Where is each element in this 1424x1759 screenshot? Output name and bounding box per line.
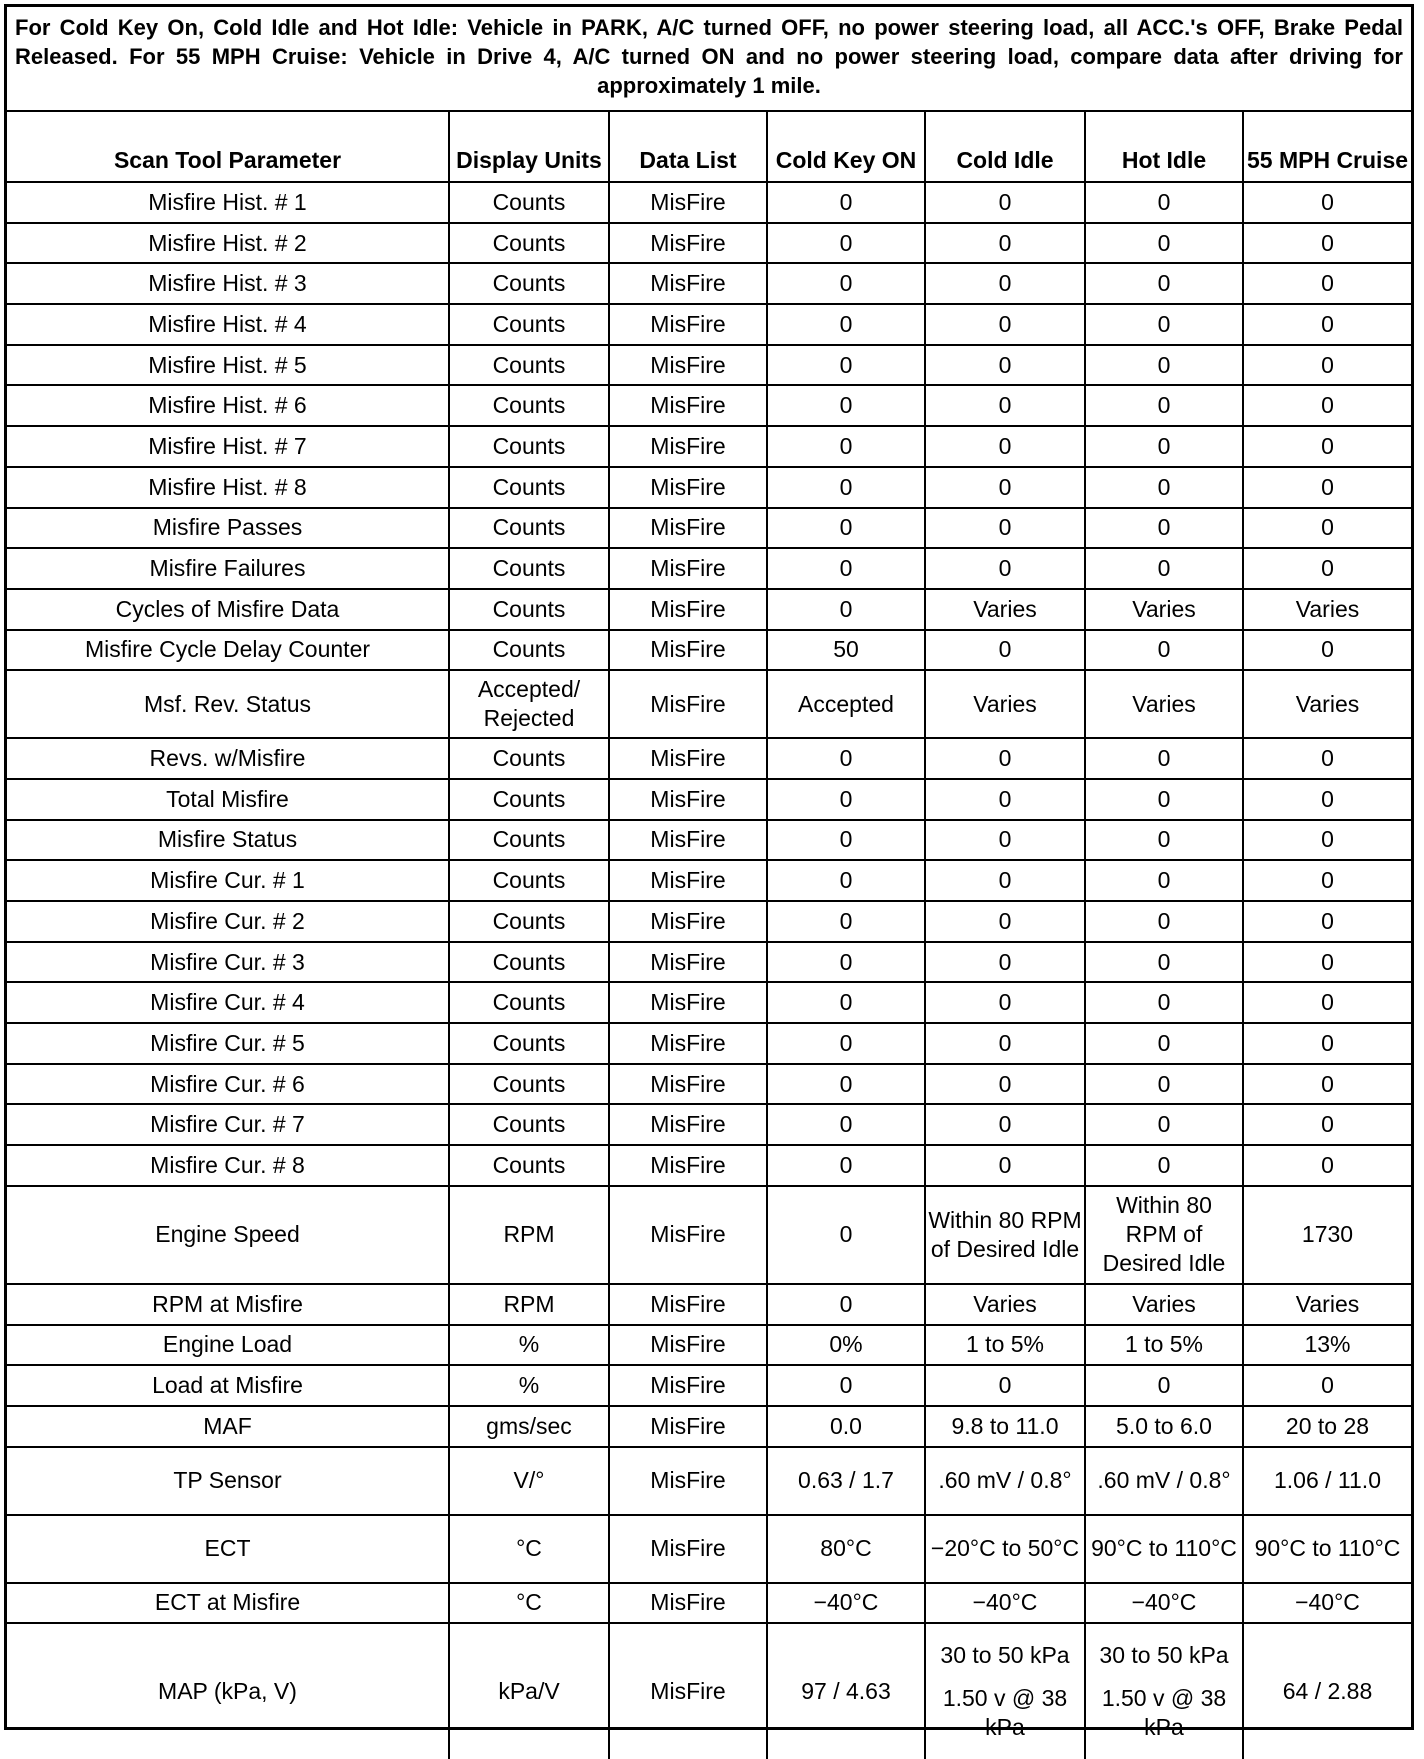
table-row (7, 630, 1411, 671)
cell-cold-idle: 0 (925, 304, 1085, 345)
cell-parameter: Misfire Hist. # 1 (7, 182, 449, 223)
cell-display-units: Counts (449, 1023, 609, 1064)
table-row (7, 901, 1411, 942)
cell-cold-key-on: 0 (767, 467, 925, 508)
cell-cold-idle: 0 (925, 1365, 1085, 1406)
cell-55-mph-cruise: 0 (1243, 779, 1411, 820)
cell-55-mph-cruise: 0 (1243, 182, 1411, 223)
table-row (7, 1284, 1411, 1325)
cell-hot-idle: 0 (1085, 304, 1243, 345)
cell-cold-idle (925, 1623, 1085, 1759)
cell-data-list: MisFire (609, 1447, 767, 1515)
cell-display-units: Counts (449, 467, 609, 508)
cell-cold-idle: −20°C to 50°C (925, 1515, 1085, 1583)
cell-cold-idle: 0 (925, 548, 1085, 589)
cell-cold-idle: 0 (925, 1104, 1085, 1145)
cell-parameter: Load at Misfire (7, 1365, 449, 1406)
cell-data-list: MisFire (609, 738, 767, 779)
cell-cold-key-on: 0 (767, 860, 925, 901)
table-row (7, 982, 1411, 1023)
cell-data-list: MisFire (609, 1365, 767, 1406)
cell-display-units: V/° (449, 1447, 609, 1515)
table-row (7, 426, 1411, 467)
cell-display-units: kPa/V (449, 1623, 609, 1759)
cell-hot-idle: 0 (1085, 738, 1243, 779)
cell-cold-idle: 0 (925, 982, 1085, 1023)
cell-parameter: Misfire Hist. # 6 (7, 385, 449, 426)
cell-cold-key-on: 0.0 (767, 1406, 925, 1447)
cell-hot-idle: 0 (1085, 508, 1243, 549)
cell-parameter: Misfire Cur. # 7 (7, 1104, 449, 1145)
cell-55-mph-cruise: 13% (1243, 1325, 1411, 1366)
table-row (7, 1406, 1411, 1447)
cell-cold-idle: Varies (925, 589, 1085, 630)
cell-parameter: RPM at Misfire (7, 1284, 449, 1325)
cell-parameter: Misfire Cur. # 2 (7, 901, 449, 942)
cell-hot-idle: −40°C (1085, 1583, 1243, 1624)
cell-hot-idle: Varies (1085, 670, 1243, 738)
cell-55-mph-cruise: 0 (1243, 942, 1411, 983)
cell-data-list: MisFire (609, 670, 767, 738)
cell-parameter: TP Sensor (7, 1447, 449, 1515)
cell-parameter: ECT at Misfire (7, 1583, 449, 1624)
cell-data-list: MisFire (609, 508, 767, 549)
cell-display-units: °C (449, 1583, 609, 1624)
cell-data-list: MisFire (609, 223, 767, 264)
cell-cold-key-on: 97 / 4.63 (767, 1623, 925, 1759)
cell-hot-idle: 0 (1085, 1023, 1243, 1064)
cell-cold-idle: Varies (925, 670, 1085, 738)
cell-display-units: Counts (449, 263, 609, 304)
cell-cold-idle: 0 (925, 738, 1085, 779)
cell-hot-idle: 0 (1085, 982, 1243, 1023)
cell-55-mph-cruise: 0 (1243, 304, 1411, 345)
cell-data-list: MisFire (609, 1064, 767, 1105)
header-cold-idle: Cold Idle (925, 112, 1085, 182)
header-hot-idle: Hot Idle (1085, 112, 1243, 182)
cell-data-list: MisFire (609, 548, 767, 589)
table-row (7, 1023, 1411, 1064)
cell-cold-idle: 0 (925, 1064, 1085, 1105)
cell-parameter: Misfire Passes (7, 508, 449, 549)
cell-cold-idle-volts: 1.50 v @ 38 kPa (942, 1685, 1068, 1741)
spec-sheet (4, 4, 1414, 1741)
cell-hot-idle: 0 (1085, 779, 1243, 820)
cell-parameter: Engine Speed (7, 1186, 449, 1284)
cell-display-units: % (449, 1325, 609, 1366)
cell-parameter: Misfire Cur. # 3 (7, 942, 449, 983)
cell-cold-idle: 0 (925, 385, 1085, 426)
cell-data-list: MisFire (609, 1186, 767, 1284)
cell-cold-key-on: 0 (767, 263, 925, 304)
cell-hot-idle: 0 (1085, 263, 1243, 304)
cell-display-units: Counts (449, 1104, 609, 1145)
table-row (7, 1515, 1411, 1583)
cell-display-units: Counts (449, 779, 609, 820)
cell-data-list: MisFire (609, 182, 767, 223)
cell-55-mph-cruise: 0 (1243, 508, 1411, 549)
table-body (7, 182, 1411, 1759)
cell-data-list: MisFire (609, 820, 767, 861)
cell-data-list: MisFire (609, 1325, 767, 1366)
cell-cold-key-on: 0 (767, 901, 925, 942)
table-row (7, 738, 1411, 779)
cell-55-mph-cruise: 0 (1243, 345, 1411, 386)
cell-cold-key-on: 0 (767, 1284, 925, 1325)
cell-display-units: RPM (449, 1284, 609, 1325)
cell-55-mph-cruise: 0 (1243, 385, 1411, 426)
cell-display-units: RPM (449, 1186, 609, 1284)
cell-hot-idle: 0 (1085, 860, 1243, 901)
cell-data-list: MisFire (609, 942, 767, 983)
cell-55-mph-cruise: 0 (1243, 860, 1411, 901)
cell-hot-idle: 0 (1085, 345, 1243, 386)
header-display-units: Display Units (449, 112, 609, 182)
table-row (7, 1583, 1411, 1624)
header-cold-key-on: Cold Key ON (767, 112, 925, 182)
cell-hot-idle: 0 (1085, 901, 1243, 942)
cell-parameter: Total Misfire (7, 779, 449, 820)
cell-display-units: Counts (449, 901, 609, 942)
table-row (7, 1623, 1411, 1759)
cell-cold-key-on: 0 (767, 1064, 925, 1105)
cell-parameter: MAF (7, 1406, 449, 1447)
cell-55-mph-cruise: 0 (1243, 1145, 1411, 1186)
cell-display-units: Counts (449, 548, 609, 589)
cell-cold-idle-kpa: 30 to 50 kPa (940, 1642, 1070, 1669)
cell-55-mph-cruise: 0 (1243, 820, 1411, 861)
cell-cold-key-on: 0 (767, 1104, 925, 1145)
cell-data-list: MisFire (609, 1145, 767, 1186)
cell-cold-key-on: 0 (767, 182, 925, 223)
cell-hot-idle: 0 (1085, 182, 1243, 223)
cell-parameter: Msf. Rev. Status (7, 670, 449, 738)
cell-hot-idle: Varies (1085, 1284, 1243, 1325)
cell-55-mph-cruise: 0 (1243, 982, 1411, 1023)
cell-55-mph-cruise: 0 (1243, 901, 1411, 942)
cell-cold-idle: 0 (925, 345, 1085, 386)
cell-hot-idle: 90°C to 110°C (1085, 1515, 1243, 1583)
cell-parameter: Misfire Cur. # 4 (7, 982, 449, 1023)
cell-data-list: MisFire (609, 1104, 767, 1145)
cell-55-mph-cruise: 20 to 28 (1243, 1406, 1411, 1447)
table-row (7, 820, 1411, 861)
cell-display-units: Counts (449, 508, 609, 549)
cell-data-list: MisFire (609, 1023, 767, 1064)
table-row (7, 548, 1411, 589)
table-row (7, 1325, 1411, 1366)
cell-cold-key-on: Accepted (767, 670, 925, 738)
cell-hot-idle: 0 (1085, 548, 1243, 589)
cell-cold-idle: 0 (925, 467, 1085, 508)
header-data-list: Data List (609, 112, 767, 182)
cell-cold-idle: 0 (925, 263, 1085, 304)
cell-data-list: MisFire (609, 982, 767, 1023)
cell-cold-key-on: 0 (767, 820, 925, 861)
cell-hot-idle (1085, 1623, 1243, 1759)
cell-cold-key-on: 0 (767, 548, 925, 589)
cell-cold-idle: Varies (925, 1284, 1085, 1325)
cell-55-mph-cruise: 0 (1243, 1104, 1411, 1145)
cell-cold-key-on: 0.63 / 1.7 (767, 1447, 925, 1515)
cell-hot-idle: 0 (1085, 223, 1243, 264)
cell-cold-idle: 0 (925, 860, 1085, 901)
cell-cold-key-on: 0 (767, 426, 925, 467)
cell-parameter: Misfire Cur. # 5 (7, 1023, 449, 1064)
cell-data-list: MisFire (609, 779, 767, 820)
table-row (7, 589, 1411, 630)
cell-cold-key-on: 0 (767, 304, 925, 345)
table-row (7, 1064, 1411, 1105)
cell-hot-idle: 0 (1085, 426, 1243, 467)
cell-cold-idle: 0 (925, 182, 1085, 223)
table-row (7, 1186, 1411, 1284)
cell-display-units: Counts (449, 345, 609, 386)
test-conditions-note: For Cold Key On, Cold Idle and Hot Idle: Vehicle in PARK, A/C turned OFF, no power steering load, all ACC.'s OFF, Brake Pedal Released. For 55 MPH Cruise: Vehicle in Drive 4, A/C turned ON and no power steering load, compare data after driving for approximately 1 mile. (7, 7, 1411, 112)
cell-cold-key-on: 0 (767, 1186, 925, 1284)
cell-55-mph-cruise: 0 (1243, 738, 1411, 779)
cell-cold-idle: 0 (925, 223, 1085, 264)
cell-cold-idle: 0 (925, 1145, 1085, 1186)
cell-display-units: Counts (449, 820, 609, 861)
cell-55-mph-cruise: 0 (1243, 467, 1411, 508)
cell-display-units: Counts (449, 426, 609, 467)
cell-hot-idle-kpa: 30 to 50 kPa (1099, 1642, 1229, 1669)
table-row (7, 263, 1411, 304)
cell-parameter: Misfire Hist. # 4 (7, 304, 449, 345)
cell-display-units: Counts (449, 182, 609, 223)
cell-parameter: Misfire Cycle Delay Counter (7, 630, 449, 671)
header-55-mph-cruise: 55 MPH Cruise (1243, 112, 1411, 182)
cell-hot-idle: 0 (1085, 630, 1243, 671)
table-row (7, 779, 1411, 820)
cell-cold-idle: −40°C (925, 1583, 1085, 1624)
cell-data-list: MisFire (609, 1623, 767, 1759)
cell-cold-key-on: 0 (767, 982, 925, 1023)
cell-parameter: Misfire Failures (7, 548, 449, 589)
cell-55-mph-cruise: 64 / 2.88 (1243, 1623, 1411, 1759)
cell-cold-idle: 0 (925, 901, 1085, 942)
cell-data-list: MisFire (609, 1284, 767, 1325)
cell-display-units: % (449, 1365, 609, 1406)
cell-parameter: Misfire Cur. # 1 (7, 860, 449, 901)
cell-55-mph-cruise: Varies (1243, 1284, 1411, 1325)
cell-hot-idle: 0 (1085, 385, 1243, 426)
cell-cold-idle: 0 (925, 1023, 1085, 1064)
cell-parameter: Misfire Hist. # 8 (7, 467, 449, 508)
cell-hot-idle: 0 (1085, 1145, 1243, 1186)
cell-cold-idle: 0 (925, 426, 1085, 467)
cell-cold-idle: 0 (925, 508, 1085, 549)
table-row (7, 467, 1411, 508)
cell-cold-key-on: 0 (767, 385, 925, 426)
cell-hot-idle: 0 (1085, 1104, 1243, 1145)
cell-hot-idle: 0 (1085, 1064, 1243, 1105)
cell-parameter: Engine Load (7, 1325, 449, 1366)
cell-cold-idle: 0 (925, 630, 1085, 671)
cell-parameter: MAP (kPa, V) (7, 1623, 449, 1759)
cell-display-units: Counts (449, 1064, 609, 1105)
cell-hot-idle: 1 to 5% (1085, 1325, 1243, 1366)
table-row (7, 304, 1411, 345)
cell-cold-key-on: 0% (767, 1325, 925, 1366)
cell-55-mph-cruise: Varies (1243, 670, 1411, 738)
table-row (7, 508, 1411, 549)
cell-parameter: Revs. w/Misfire (7, 738, 449, 779)
cell-hot-idle: Within 80 RPM of Desired Idle (1085, 1186, 1243, 1284)
cell-display-units: Counts (449, 304, 609, 345)
cell-cold-idle: 1 to 5% (925, 1325, 1085, 1366)
cell-data-list: MisFire (609, 345, 767, 386)
cell-data-list: MisFire (609, 1406, 767, 1447)
table-row (7, 670, 1411, 738)
cell-parameter: Misfire Hist. # 3 (7, 263, 449, 304)
header-row (7, 112, 1411, 182)
cell-55-mph-cruise: 0 (1243, 1365, 1411, 1406)
table-row (7, 1447, 1411, 1515)
cell-display-units: Counts (449, 982, 609, 1023)
cell-data-list: MisFire (609, 385, 767, 426)
cell-data-list: MisFire (609, 860, 767, 901)
cell-cold-key-on: 50 (767, 630, 925, 671)
cell-parameter: Misfire Hist. # 2 (7, 223, 449, 264)
cell-display-units: gms/sec (449, 1406, 609, 1447)
header-scan-tool-parameter: Scan Tool Parameter (7, 112, 449, 182)
cell-55-mph-cruise: 0 (1243, 1064, 1411, 1105)
cell-data-list: MisFire (609, 304, 767, 345)
table-row (7, 1145, 1411, 1186)
cell-cold-key-on: 0 (767, 223, 925, 264)
table-row (7, 385, 1411, 426)
cell-display-units: Counts (449, 860, 609, 901)
cell-display-units: Counts (449, 223, 609, 264)
cell-data-list: MisFire (609, 901, 767, 942)
cell-55-mph-cruise: 90°C to 110°C (1243, 1515, 1411, 1583)
cell-55-mph-cruise: −40°C (1243, 1583, 1411, 1624)
table-row (7, 942, 1411, 983)
cell-cold-idle: 9.8 to 11.0 (925, 1406, 1085, 1447)
cell-parameter: Misfire Cur. # 8 (7, 1145, 449, 1186)
cell-cold-key-on: 0 (767, 779, 925, 820)
cell-cold-key-on: −40°C (767, 1583, 925, 1624)
cell-parameter: Misfire Status (7, 820, 449, 861)
cell-55-mph-cruise: 0 (1243, 223, 1411, 264)
cell-cold-key-on: 0 (767, 508, 925, 549)
cell-hot-idle: 0 (1085, 1365, 1243, 1406)
cell-cold-idle: .60 mV / 0.8° (925, 1447, 1085, 1515)
cell-55-mph-cruise: 1730 (1243, 1186, 1411, 1284)
cell-55-mph-cruise: Varies (1243, 589, 1411, 630)
cell-data-list: MisFire (609, 263, 767, 304)
cell-display-units: Counts (449, 589, 609, 630)
cell-55-mph-cruise: 1.06 / 11.0 (1243, 1447, 1411, 1515)
cell-parameter: ECT (7, 1515, 449, 1583)
cell-data-list: MisFire (609, 1583, 767, 1624)
cell-cold-key-on: 80°C (767, 1515, 925, 1583)
cell-cold-idle: 0 (925, 942, 1085, 983)
cell-cold-idle: Within 80 RPM of Desired Idle (925, 1186, 1085, 1284)
table-row (7, 223, 1411, 264)
cell-data-list: MisFire (609, 630, 767, 671)
scan-tool-data-table (7, 112, 1411, 1759)
cell-cold-idle: 0 (925, 820, 1085, 861)
cell-parameter: Misfire Cur. # 6 (7, 1064, 449, 1105)
cell-55-mph-cruise: 0 (1243, 630, 1411, 671)
cell-hot-idle: 0 (1085, 942, 1243, 983)
cell-parameter: Misfire Hist. # 5 (7, 345, 449, 386)
table-row (7, 860, 1411, 901)
cell-cold-idle: 0 (925, 779, 1085, 820)
cell-display-units: Counts (449, 1145, 609, 1186)
cell-parameter: Misfire Hist. # 7 (7, 426, 449, 467)
cell-hot-idle: 0 (1085, 820, 1243, 861)
cell-display-units: Accepted/ Rejected (449, 670, 609, 738)
cell-hot-idle-volts: 1.50 v @ 38 kPa (1101, 1685, 1227, 1741)
cell-cold-key-on: 0 (767, 1145, 925, 1186)
cell-cold-key-on: 0 (767, 345, 925, 386)
cell-parameter: Cycles of Misfire Data (7, 589, 449, 630)
cell-hot-idle: Varies (1085, 589, 1243, 630)
cell-data-list: MisFire (609, 1515, 767, 1583)
cell-display-units: °C (449, 1515, 609, 1583)
table-row (7, 345, 1411, 386)
table-row (7, 1104, 1411, 1145)
cell-55-mph-cruise: 0 (1243, 263, 1411, 304)
cell-55-mph-cruise: 0 (1243, 548, 1411, 589)
cell-display-units: Counts (449, 630, 609, 671)
cell-data-list: MisFire (609, 467, 767, 508)
cell-data-list: MisFire (609, 426, 767, 467)
cell-cold-key-on: 0 (767, 1365, 925, 1406)
cell-cold-key-on: 0 (767, 942, 925, 983)
cell-55-mph-cruise: 0 (1243, 1023, 1411, 1064)
table-row (7, 1365, 1411, 1406)
cell-display-units: Counts (449, 738, 609, 779)
cell-hot-idle: .60 mV / 0.8° (1085, 1447, 1243, 1515)
cell-55-mph-cruise: 0 (1243, 426, 1411, 467)
cell-display-units: Counts (449, 385, 609, 426)
cell-hot-idle: 5.0 to 6.0 (1085, 1406, 1243, 1447)
cell-hot-idle: 0 (1085, 467, 1243, 508)
cell-cold-key-on: 0 (767, 589, 925, 630)
cell-data-list: MisFire (609, 589, 767, 630)
cell-cold-key-on: 0 (767, 1023, 925, 1064)
cell-cold-key-on: 0 (767, 738, 925, 779)
cell-display-units: Counts (449, 942, 609, 983)
table-row (7, 182, 1411, 223)
